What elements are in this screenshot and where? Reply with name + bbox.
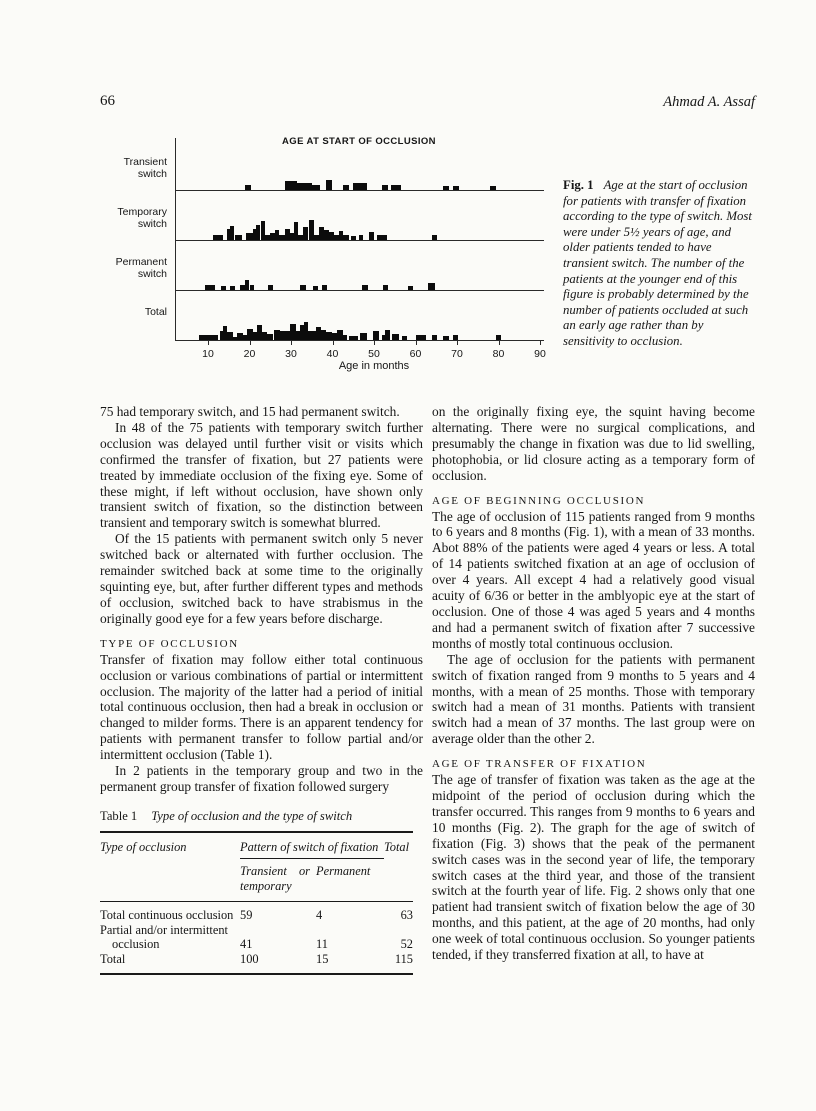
page-number: 66 bbox=[100, 93, 115, 109]
sub-header-transient-or-temporary: Transient or temporary bbox=[240, 864, 310, 893]
histogram-bar bbox=[235, 235, 242, 241]
body-paragraph: The age of occlusion for the patients with permanent switch of fixation ranged from 9 months to 5 years and 4 months, with a mean of 25 months. Those with temporary switch had a mean of 31 months. Patients with transient switch had a mean of 37 months. The last group were on average older than the other 2. bbox=[432, 651, 755, 747]
x-axis-tick-label: 80 bbox=[492, 348, 505, 360]
x-axis-tick-label: 10 bbox=[202, 348, 214, 360]
histogram-bar bbox=[256, 225, 260, 240]
table-row bbox=[100, 937, 413, 952]
histogram-bar bbox=[382, 235, 387, 241]
histogram-bar bbox=[373, 331, 379, 340]
histogram-bar bbox=[279, 235, 285, 241]
table-title: Type of occlusion and the type of switch bbox=[151, 808, 353, 823]
body-paragraph: on the originally fixing eye, the squint having become alternating. There were no surgical complications, and presumably the change in fixation was due to lid swelling, photophobia, or lid closure acting as a temporary form of occlusion. bbox=[432, 404, 755, 483]
body-paragraph: In 2 patients in the temporary group and two in the permanent group transfer of fixation followed surgery bbox=[100, 763, 423, 794]
chart-y-axis-line bbox=[175, 138, 176, 340]
table-row bbox=[100, 923, 413, 938]
table-value: 100 bbox=[240, 951, 259, 966]
histogram-bar bbox=[453, 186, 459, 190]
histogram-bar bbox=[213, 235, 223, 241]
body-paragraph: Transfer of fixation may follow either total continuous occlusion or various combinations of partial or intermittent occlusion. The majority of the latter had a period of initial total continuous occlusion, then had a break in occlusion or changed to milder forms. There is an apparent tendency for patients with permanent transfer to follow partial and/or intermittent occlusion (Table 1). bbox=[100, 651, 423, 763]
body-paragraph: The age of occlusion of 115 patients ranged from 9 months to 6 years and 8 months (Fig. 1), with a mean of 33 months. Abot 88% of the patients were aged 4 years or less. A total of 14 patients switched fixation at an age of occlusion of over 4 years. All except 4 had a relatively good visual acuity of 6/36 or better in the amblyopic eye at the start of occlusion. One of those 4 was aged 5 years and 4 months and had a permanent switch of fixation after 7 successive months of mostly total continuous occlusion. bbox=[432, 508, 755, 651]
strip-label-permanent-switch: Permanent switch bbox=[115, 256, 167, 280]
x-axis-tick-label: 20 bbox=[243, 348, 256, 360]
histogram-bar bbox=[382, 185, 388, 190]
x-axis-tick-label: 40 bbox=[326, 348, 339, 360]
histogram-bar bbox=[360, 333, 368, 340]
right-column bbox=[432, 404, 755, 963]
body-paragraph: The age of transfer of fixation was taken as the age at the midpoint of the period of occlusion during which the transfer occurred. This ranges from 9 months to 6 years and 10 months (Fig. 2). The graph for the age of switch of fixation (Fig. 3) shows that the peak of the permanent switch cases was in the second year of life, the temporary switch cases at the third year, and those of the transient switch at the fourth year of life. Fig. 2 shows only that one patient had transient switch of fixation below the age of 30 months, and this patient, at the age of 20 months, had only one week of total continuous occlusion. So younger patients tended, if they transferred fixation at all, to have at bbox=[432, 772, 755, 963]
section-heading: TYPE OF OCCLUSION bbox=[100, 637, 239, 650]
histogram-bar bbox=[416, 335, 427, 341]
x-axis-tick bbox=[416, 340, 417, 345]
histogram-bar bbox=[443, 336, 449, 340]
strip-baseline bbox=[175, 290, 544, 291]
table-value: 11 bbox=[316, 937, 328, 952]
col-header-total: Total bbox=[384, 839, 410, 854]
histogram-bar bbox=[297, 183, 312, 190]
strip-label-transient-switch: Transient switch bbox=[123, 156, 167, 180]
col-header-pattern-group: Pattern of switch of fixation bbox=[240, 839, 379, 854]
x-axis-tick bbox=[374, 340, 375, 345]
histogram-bar bbox=[391, 185, 401, 191]
histogram-bar bbox=[432, 235, 437, 241]
row-label: Total bbox=[100, 951, 126, 966]
chart-title: AGE AT START OF OCCLUSION bbox=[282, 136, 436, 147]
histogram-bar bbox=[490, 186, 496, 190]
histogram-bar bbox=[313, 286, 318, 290]
table-body bbox=[100, 902, 413, 973]
histogram-bar bbox=[432, 335, 438, 341]
strip-baseline bbox=[175, 340, 544, 341]
histogram-bar bbox=[267, 334, 273, 340]
strip-baseline bbox=[175, 190, 544, 191]
x-axis-tick bbox=[457, 340, 458, 345]
row-label: Total continuous occlusion bbox=[100, 908, 234, 923]
table-1 bbox=[100, 831, 413, 976]
histogram-bar bbox=[268, 285, 273, 291]
row-label-line2: occlusion bbox=[112, 937, 160, 952]
histogram-bar bbox=[343, 235, 349, 241]
histogram-bar bbox=[392, 334, 399, 340]
x-axis-tick bbox=[291, 340, 292, 345]
x-axis-tick bbox=[540, 340, 541, 345]
histogram-bar bbox=[351, 236, 356, 240]
strip-baseline bbox=[175, 240, 544, 241]
table-row bbox=[100, 908, 413, 923]
table-value: 63 bbox=[400, 908, 413, 923]
x-axis-tick bbox=[250, 340, 251, 345]
running-head-author: Ahmad A. Assaf bbox=[663, 94, 755, 110]
histogram-bar bbox=[343, 185, 349, 191]
histogram-bar bbox=[246, 233, 253, 240]
figure-caption-text: Age at the start of occlusion for patients with transfer of fixation according to the type of switch. Most were under 5½ years of age, and older patients tended to have transient switch. The number of the patients at the younger end of this figure is probably determined by the number of patients occluded at such an early age rather than by sensitivity to occlusion. bbox=[563, 178, 752, 348]
section-heading: AGE OF BEGINNING OCCLUSION bbox=[432, 494, 646, 507]
table-value: 52 bbox=[400, 937, 413, 952]
row-label-line1: Partial and/or intermittent bbox=[100, 922, 229, 937]
body-paragraph: 75 had temporary switch, and 15 had permanent switch. bbox=[100, 404, 400, 419]
histogram-bar bbox=[362, 285, 368, 291]
histogram-bar bbox=[300, 285, 306, 291]
histogram-bar bbox=[308, 331, 316, 340]
body-paragraph: Of the 15 patients with permanent switch only 5 never switched back or alternated with further occlusion. The remainder switched back at some time to the originally squinting eye, but, after further different types and methods of occlusion, switched back to have strabismus in the originally good eye for a few years before discharge. bbox=[100, 531, 423, 626]
body-paragraph: In 48 of the 75 patients with temporary switch further occlusion was delayed until further visit or visits which confirmed the transfer of fixation, but 27 patients were treated by immediate occlusion of the fixing eye. Some of these might, if left without occlusion, have shown only transient switch of fixation, so the distinction between transient and temporary switch is somewhat blurred. bbox=[100, 419, 423, 531]
histogram-bar bbox=[322, 285, 327, 291]
empty-cell bbox=[100, 864, 240, 893]
figure-caption-label: Fig. 1 bbox=[563, 178, 594, 192]
histogram-bar bbox=[205, 285, 215, 291]
histogram-bar bbox=[250, 285, 254, 291]
strip-label-temporary-switch: Temporary switch bbox=[117, 206, 167, 230]
histogram-bar bbox=[314, 235, 319, 241]
histogram-bar bbox=[359, 235, 363, 241]
table-value: 115 bbox=[394, 951, 413, 966]
table-value: 59 bbox=[240, 908, 253, 923]
x-axis-tick bbox=[333, 340, 334, 345]
strip-label-total: Total bbox=[144, 306, 167, 318]
histogram-bar bbox=[369, 232, 374, 240]
histogram-bar bbox=[312, 185, 320, 191]
x-axis-tick bbox=[208, 340, 209, 345]
table-1-caption bbox=[100, 809, 423, 825]
x-axis-tick-label: 60 bbox=[409, 348, 422, 360]
histogram-bar bbox=[402, 336, 407, 340]
histogram-bar bbox=[349, 336, 358, 340]
x-axis-tick bbox=[499, 340, 500, 345]
sub-header-permanent: Permanent bbox=[316, 864, 371, 879]
figure-caption bbox=[563, 178, 757, 350]
histogram-bar bbox=[303, 227, 308, 240]
histogram-bar bbox=[230, 226, 234, 240]
histogram-bar bbox=[343, 335, 347, 341]
histogram-bar bbox=[383, 285, 388, 291]
section-heading: AGE OF TRANSFER OF FIXATION bbox=[432, 758, 647, 771]
col-header-type-of-occlusion: Type of occlusion bbox=[100, 839, 187, 854]
histogram-bar bbox=[245, 185, 251, 191]
histogram-bar bbox=[353, 183, 366, 190]
figure-1-chart bbox=[95, 130, 560, 390]
table-value: 41 bbox=[240, 937, 253, 952]
histogram-bar bbox=[230, 286, 234, 290]
left-column bbox=[100, 404, 423, 975]
x-axis-tick-label: 50 bbox=[368, 348, 380, 360]
x-axis-tick-label: 70 bbox=[451, 348, 463, 360]
chart-x-axis-label: Age in months bbox=[338, 360, 410, 372]
table-value: 15 bbox=[316, 951, 329, 966]
table-label: Table 1 bbox=[100, 808, 138, 823]
histogram-bar bbox=[443, 186, 449, 190]
histogram-bar bbox=[385, 330, 390, 340]
histogram-bar bbox=[408, 286, 413, 290]
histogram-bar bbox=[326, 180, 332, 190]
histogram-bar bbox=[221, 286, 226, 290]
x-axis-tick-label: 90 bbox=[534, 348, 546, 360]
table-value: 4 bbox=[316, 908, 323, 923]
x-axis-tick-label: 30 bbox=[285, 348, 297, 360]
histogram-bar bbox=[285, 181, 298, 190]
histogram-bar bbox=[428, 283, 435, 290]
table-row bbox=[100, 952, 413, 967]
histogram-bar bbox=[229, 332, 233, 340]
